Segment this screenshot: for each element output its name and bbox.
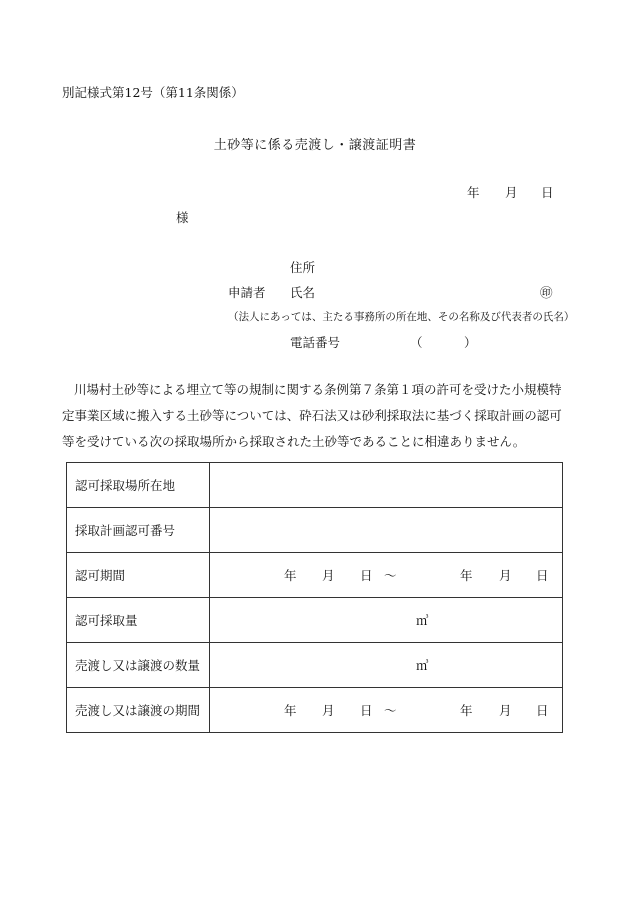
statement-line: 定事業区域に搬入する土砂等については、砕石法又は砂利採取法に基づく採取計画の認可	[62, 408, 562, 423]
row-label-transfer-quantity: 売渡し又は譲渡の数量	[67, 643, 210, 688]
phone-label: 電話番号	[290, 335, 341, 350]
address-label: 住所	[290, 260, 316, 275]
cubic-meter-unit: ㎥	[416, 658, 429, 673]
statement-line: 等を受けている次の採取場所から採取された土砂等であることに相違ありません。	[62, 434, 526, 449]
phone-paren-open: （	[410, 335, 423, 350]
table-row	[67, 643, 563, 688]
period-end-month: 月	[499, 703, 512, 718]
addressee-honorific: 様	[176, 210, 189, 225]
period-start-day: 日	[360, 568, 373, 583]
period-start-year: 年	[284, 703, 297, 718]
table-row	[67, 688, 563, 733]
period-end-day: 日	[536, 703, 549, 718]
period-end-year: 年	[460, 703, 473, 718]
permitted-volume-value-field[interactable]	[210, 598, 563, 643]
period-start-month: 月	[322, 703, 335, 718]
period-tilde: ～	[384, 568, 397, 583]
row-label-transfer-period: 売渡し又は譲渡の期間	[67, 688, 210, 733]
certification-statement	[62, 377, 562, 455]
cubic-meter-unit: ㎥	[416, 613, 429, 628]
permit-period-value-field[interactable]	[210, 553, 563, 598]
seal-mark: ㊞	[540, 285, 553, 300]
form-number: 別記様式第12号（第11条関係）	[62, 85, 244, 100]
statement-line: 川場村土砂等による埋立て等の規制に関する条例第７条第１項の許可を受けた小規模特	[74, 382, 562, 397]
period-end-month: 月	[499, 568, 512, 583]
applicant-label: 申請者	[228, 285, 266, 300]
location-value-field[interactable]	[210, 463, 563, 508]
name-label: 氏名	[290, 285, 316, 300]
certification-table	[66, 462, 563, 733]
table-row	[67, 553, 563, 598]
period-start-year: 年	[284, 568, 297, 583]
table-row	[67, 463, 563, 508]
date-year-label: 年	[467, 185, 480, 200]
row-label-permit-period: 認可期間	[67, 553, 210, 598]
document-title: 土砂等に係る売渡し・譲渡証明書	[213, 138, 417, 153]
period-start-day: 日	[360, 703, 373, 718]
period-tilde: ～	[384, 703, 397, 718]
period-start-month: 月	[322, 568, 335, 583]
corporate-note: （法人にあっては、主たる事務所の所在地、その名称及び代表者の氏名）	[228, 311, 575, 323]
transfer-period-value-field[interactable]	[210, 688, 563, 733]
table-row	[67, 508, 563, 553]
date-day-label: 日	[541, 185, 554, 200]
date-month-label: 月	[505, 185, 518, 200]
phone-paren-close: ）	[464, 335, 477, 350]
row-label-permitted-volume: 認可採取量	[67, 598, 210, 643]
row-label-permit-number: 採取計画認可番号	[67, 508, 210, 553]
table-row	[67, 598, 563, 643]
permit-number-value-field[interactable]	[210, 508, 563, 553]
period-end-year: 年	[460, 568, 473, 583]
period-end-day: 日	[536, 568, 549, 583]
transfer-quantity-value-field[interactable]	[210, 643, 563, 688]
row-label-location: 認可採取場所在地	[67, 463, 210, 508]
